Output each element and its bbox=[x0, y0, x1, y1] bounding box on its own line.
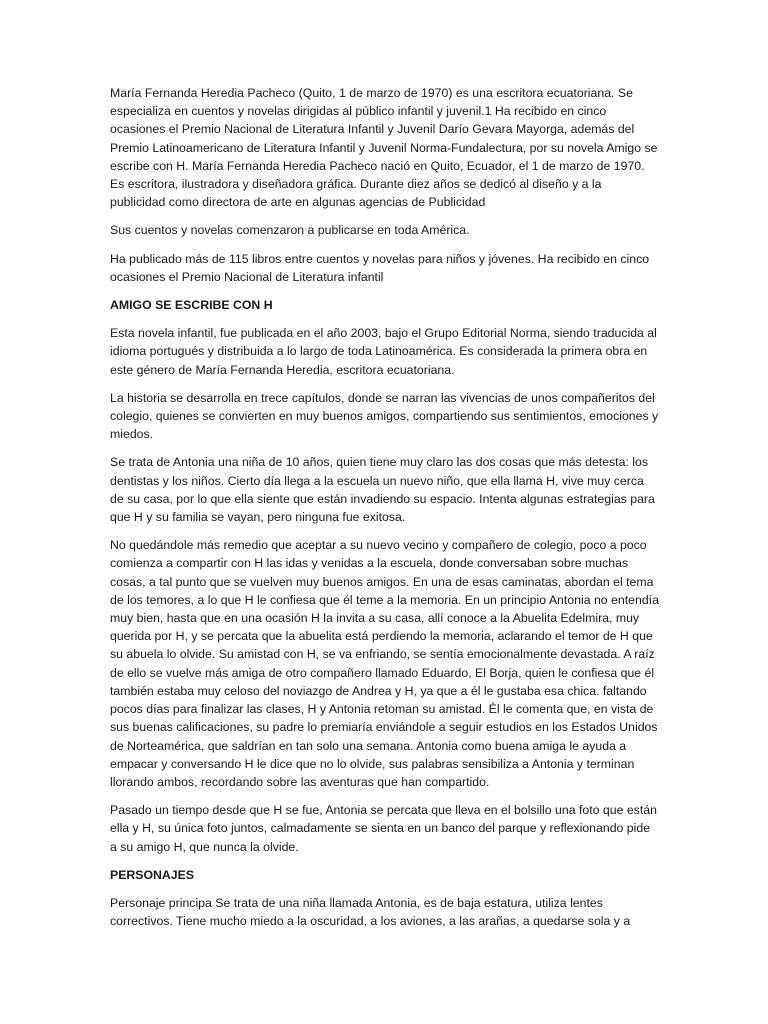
paragraph-books-published: Ha publicado más de 115 libros entre cuentos y novelas para niños y jóvenes. Ha recibido en cinco ocasiones el Premio Nacional de Literatura infantil bbox=[110, 251, 650, 284]
heading-amigo-se-escribe-con-h: AMIGO SE ESCRIBE CON H bbox=[110, 298, 273, 313]
paragraph-publication-america: Sus cuentos y novelas comenzaron a publicarse en toda América. bbox=[110, 223, 470, 238]
paragraph-story-chapters: La historia se desarrolla en trece capítulos, donde se narran las vivencias de unos compañeritos del colegio, quienes se convierten en muy buenos amigos, compartiendo sus sentimientos, emociones y miedos. bbox=[110, 390, 659, 442]
paragraph-antonia-intro: Se trata de Antonia una niña de 10 años, quien tiene muy claro las dos cosas que más detesta: los dentistas y los niños. Cierto día llega a la escuela un nuevo niño, que ella llama H, vive muy cerca de su casa, por lo que ella siente que están invadiendo su espacio. Intenta algunas estrategias para que H y su familia se vayan, pero ninguna fue exitosa. bbox=[110, 455, 655, 525]
paragraph-ending: Pasado un tiempo desde que H se fue, Antonia se percata que lleva en el bolsillo una foto que están ella y H, su única foto juntos, calmadamente se sienta en un banco del parque y reflexionando pide a su amigo H, que nunca la olvide. bbox=[110, 803, 657, 854]
heading-personajes: PERSONAJES bbox=[110, 867, 195, 882]
document-body bbox=[110, 84, 660, 940]
paragraph-friendship-story: No quedándole más remedio que aceptar a su nuevo vecino y compañero de colegio, poco a poco comienza a compartir con H las idas y venidas a la escuela, donde conversaban sobre muchas cosas, a tal punto que se vuelven muy buenos amigos. En una de esas caminatas, abordan el tema de los temores, a lo que H le confiesa que él teme a la memoria. En un principio Antonia no entendía muy bien, hasta que en una ocasión H la invita a su casa, allí conoce a la Abuelita Edelmira, muy querida por H, y se percata que la abuelita está perdiendo la memoria, aclarando el temor de H que su abuela lo olvide. Su amistad con H, se va enfriando, se sentía emocionalmente devastada. A raíz de ello se vuelve más amiga de otro compañero llamado Eduardo, El Borja, quien le confiesa que él también estaba muy celoso del noviazgo de Andrea y H, ya que a él le gustaba esa chica. faltando pocos días para finalizar las clases, H y Antonia retoman su amistad. Él le comenta que, en vista de sus buenas calificaciones, su padre lo premiaría enviándole a seguir estudios en los Estados Unidos de Norteamérica, que saldrían en tan solo una semana. Antonia como buena amiga le ayuda a empacar y conversando H le dice que no lo olvide, sus palabras sensibiliza a Antonia y terminan llorando ambos, recordando sobre las aventuras que han compartido. bbox=[110, 538, 659, 789]
paragraph-novel-publication: Esta novela infantil, fue publicada en el año 2003, bajo el Grupo Editorial Norma, siendo traducida al idioma portugués y distribuida a lo largo de toda Latinoamérica. Es considerada la primera obra en este género de María Fernanda Heredia, escritora ecuatoriana. bbox=[110, 326, 657, 377]
paragraph-main-character: Personaje principa Se trata de una niña llamada Antonia, es de baja estatura, utiliza lentes correctivos. Tiene mucho miedo a la oscuridad, a los aviones, a las arañas, a quedarse sola y a bbox=[110, 895, 631, 929]
paragraph-biography: María Fernanda Heredia Pacheco (Quito, 1 de marzo de 1970) es una escritora ecuatoriana. Se especializa en cuentos y novelas dirigidas al público infantil y juvenil.1 Ha recibido en cinco ocasiones el Premio Nacional de Literatura Infantil y Juvenil Darío Gevara Mayorga, además del Premio Latinoamericano de Literatura Infantil y Juvenil Norma-Fundalectura, por su novela Amigo se escribe con H. María Fernanda Heredia Pacheco nació en Quito, Ecuador, el 1 de marzo de 1970. Es escritora, ilustradora y diseñadora gráfica. Durante diez años se dedicó al diseño y a la publicidad como directora de arte en algunas agencias de Publicidad bbox=[110, 86, 658, 210]
